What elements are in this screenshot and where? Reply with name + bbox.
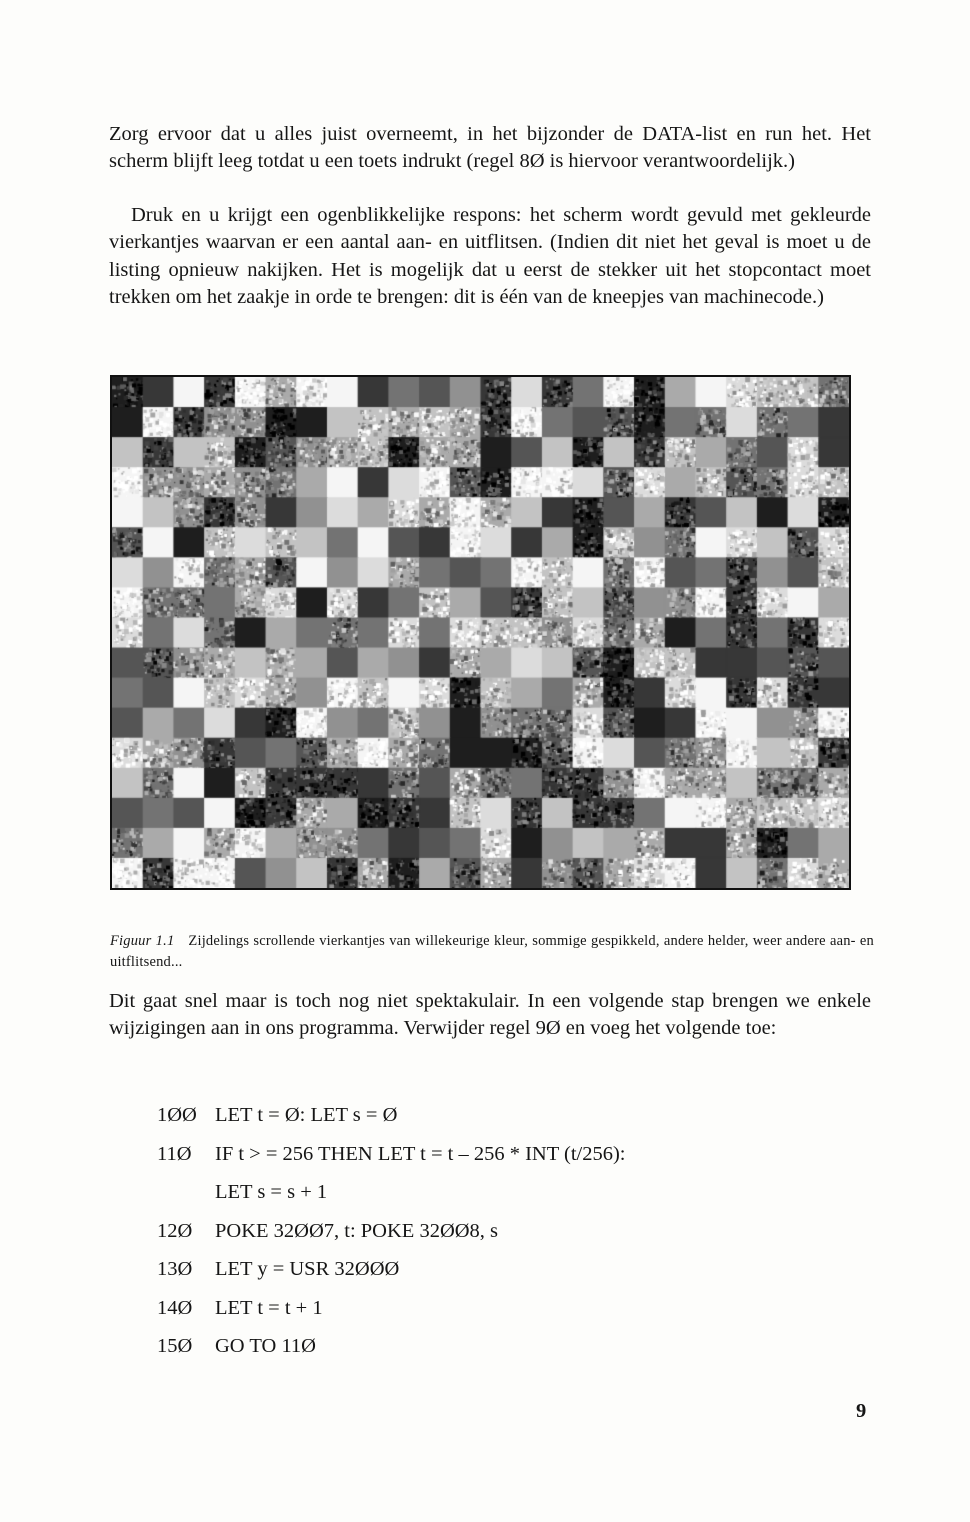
paragraph-intro: Zorg ervoor dat u alles juist overneemt, in het bijzonder de DATA-list en run het. Het scherm blijft leeg totdat u een toets indrukt (regel 8Ø is hiervoor verantwoordelijk.) bbox=[109, 123, 871, 173]
line-number: 12Ø bbox=[157, 1219, 193, 1242]
basic-listing bbox=[157, 1096, 626, 1366]
mosaic-squares-image bbox=[112, 377, 849, 888]
figure-label: Figuur 1.1 bbox=[110, 933, 175, 949]
paragraph-result: Druk en u krijgt een ogenblikkelijke respons: het scherm wordt gevuld met gekleurde vierkantjes waarvan er een aantal aan- en uitflitsen. (Indien dit niet het geval is moet u de listing opnieuw nakijken. Het is mogelijk dat u eerst de stekker uit het stopcontact moet trekken om het zaakje in orde te brengen: dit is één van de kneepjes van machinecode.) bbox=[109, 204, 871, 308]
line-code: LET y = USR 32ØØØ bbox=[215, 1258, 400, 1280]
line-code: IF t > = 256 THEN LET t = t – 256 * INT (t/256): bbox=[215, 1142, 626, 1165]
figure-caption bbox=[110, 931, 874, 973]
figure-screen-photo bbox=[110, 375, 851, 890]
line-number: 13Ø bbox=[157, 1258, 193, 1280]
page-number: 9 bbox=[856, 1400, 867, 1422]
line-code: POKE 32ØØ7, t: POKE 32ØØ8, s bbox=[215, 1219, 499, 1242]
listing-line bbox=[157, 1289, 626, 1328]
listing-line bbox=[157, 1212, 626, 1251]
figure-caption-text: Zijdelings scrollende vierkantjes van willekeurige kleur, sommige gespikkeld, andere helder, weer andere aan- en uitflitsend... bbox=[110, 933, 875, 970]
listing-line bbox=[157, 1096, 626, 1135]
line-number: 1ØØ bbox=[157, 1104, 197, 1126]
paragraph-next-step: Dit gaat snel maar is toch nog niet spektakulair. In een volgende stap brengen we enkele wijzigingen aan in ons programma. Verwijder regel 9Ø en voeg het volgende toe: bbox=[109, 990, 871, 1040]
listing-line bbox=[157, 1135, 626, 1174]
line-number: 15Ø bbox=[157, 1335, 193, 1357]
listing-line bbox=[157, 1327, 626, 1366]
line-number: 14Ø bbox=[157, 1296, 193, 1319]
line-code: LET t = t + 1 bbox=[215, 1296, 323, 1319]
line-code: GO TO 11Ø bbox=[215, 1335, 316, 1357]
line-number: 11Ø bbox=[157, 1142, 192, 1165]
listing-line-continuation bbox=[157, 1173, 626, 1212]
listing-line bbox=[157, 1250, 626, 1289]
line-code: LET t = Ø: LET s = Ø bbox=[215, 1104, 398, 1126]
line-code: LET s = s + 1 bbox=[215, 1181, 328, 1203]
